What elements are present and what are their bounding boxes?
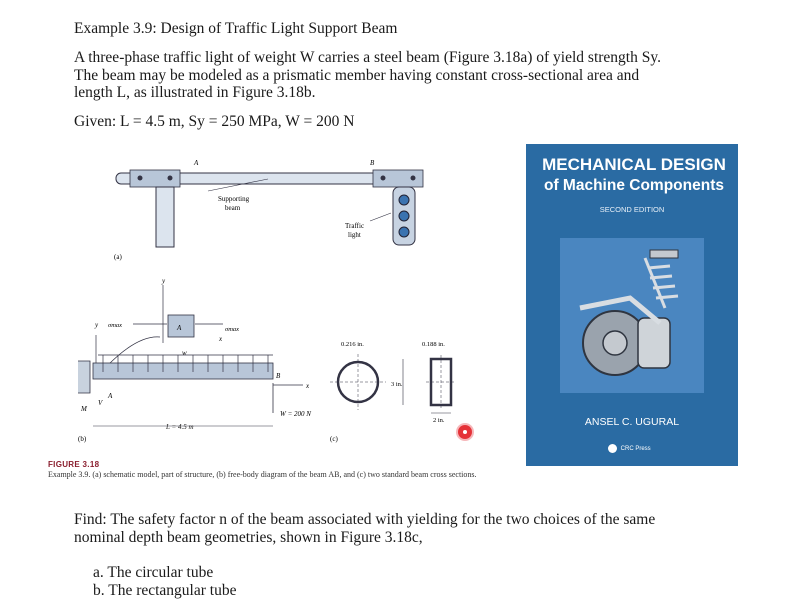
figure-caption-text: Example 3.9. (a) schematic model, part of structure, (b) free-body diagram of the beam AB, and (c) two standard beam cross sections. [48, 470, 477, 479]
depth-dimension: 3 in. [391, 381, 403, 388]
x-axis-elem: x [219, 335, 223, 343]
publisher-name: CRC Press [620, 446, 651, 453]
figure-3-18 [48, 143, 508, 461]
answer-options [93, 564, 236, 600]
sigma-max-left: σmax [108, 322, 123, 329]
width-dimension: 2 in. [433, 417, 445, 424]
label-a-beam: A [108, 392, 113, 400]
record-icon[interactable] [458, 425, 472, 439]
find-statement: Find: The safety factor n of the beam associated with yielding for the two choices of the same nominal depth beam geometries, shown in Figure 3.18c, [74, 511, 656, 546]
example-title [74, 20, 397, 38]
cross-sections [330, 341, 456, 443]
rect-thickness: 0.188 in. [422, 341, 445, 348]
x-axis-beam: x [306, 382, 310, 390]
shear-label: V [98, 399, 103, 407]
option-circular-tube: a. The circular tube [93, 564, 214, 581]
book-title [532, 154, 736, 196]
option-rectangular-tube: b. The rectangular tube [93, 582, 237, 599]
length-dimension: L = 4.5 m [166, 423, 194, 431]
given-line: Given: L = 4.5 m, Sy = 250 MPa, W = 200 N [74, 113, 355, 130]
label-a-top: A [194, 159, 199, 167]
publisher-logo [608, 444, 651, 453]
load-W-label: W = 200 N [280, 410, 311, 418]
figure-caption-heading: FIGURE 3.18 [48, 460, 100, 469]
traffic-light-label-1: Traffic [345, 222, 365, 230]
part-b-label: (b) [78, 435, 87, 443]
book-title-line2: of Machine Components [544, 177, 724, 194]
problem-statement: A three-phase traffic light of weight W carries a steel beam (Figure 3.18a) of yield strength Sy. The beam may be modeled as a prismatic member having constant cross-sectional area and length L, as illustrated in Figure 3.18b. [74, 49, 661, 101]
element-a-label: A [177, 324, 182, 332]
suspension-image [560, 238, 704, 393]
y-axis-left: y [95, 321, 99, 329]
label-b-beam: B [276, 372, 281, 380]
traffic-light-label-2: light [348, 231, 361, 239]
part-c-label: (c) [330, 435, 338, 443]
book-edition: SECOND EDITION [599, 205, 665, 214]
part-a-label: (a) [114, 253, 122, 261]
supporting-beam-label-2: beam [225, 204, 241, 212]
y-axis-top: y [162, 277, 166, 285]
circular-thickness: 0.216 in. [341, 341, 364, 348]
free-body-diagram [78, 277, 311, 443]
publisher-icon [608, 444, 617, 453]
book-cover [526, 144, 738, 466]
suspension-illustration [560, 238, 704, 393]
example-title-text: Example 3.9: Design of Traffic Light Support Beam [74, 20, 398, 37]
book-title-line1: MECHANICAL DESIGN [542, 155, 726, 174]
supporting-beam-label-1: Supporting [218, 195, 250, 203]
schematic-model [114, 159, 423, 261]
label-b-top: B [370, 159, 375, 167]
moment-label: M [81, 405, 87, 413]
sigma-max-right: σmax [225, 326, 240, 333]
load-w-label: w [182, 349, 187, 357]
book-author: ANSEL C. UGURAL [584, 416, 680, 428]
